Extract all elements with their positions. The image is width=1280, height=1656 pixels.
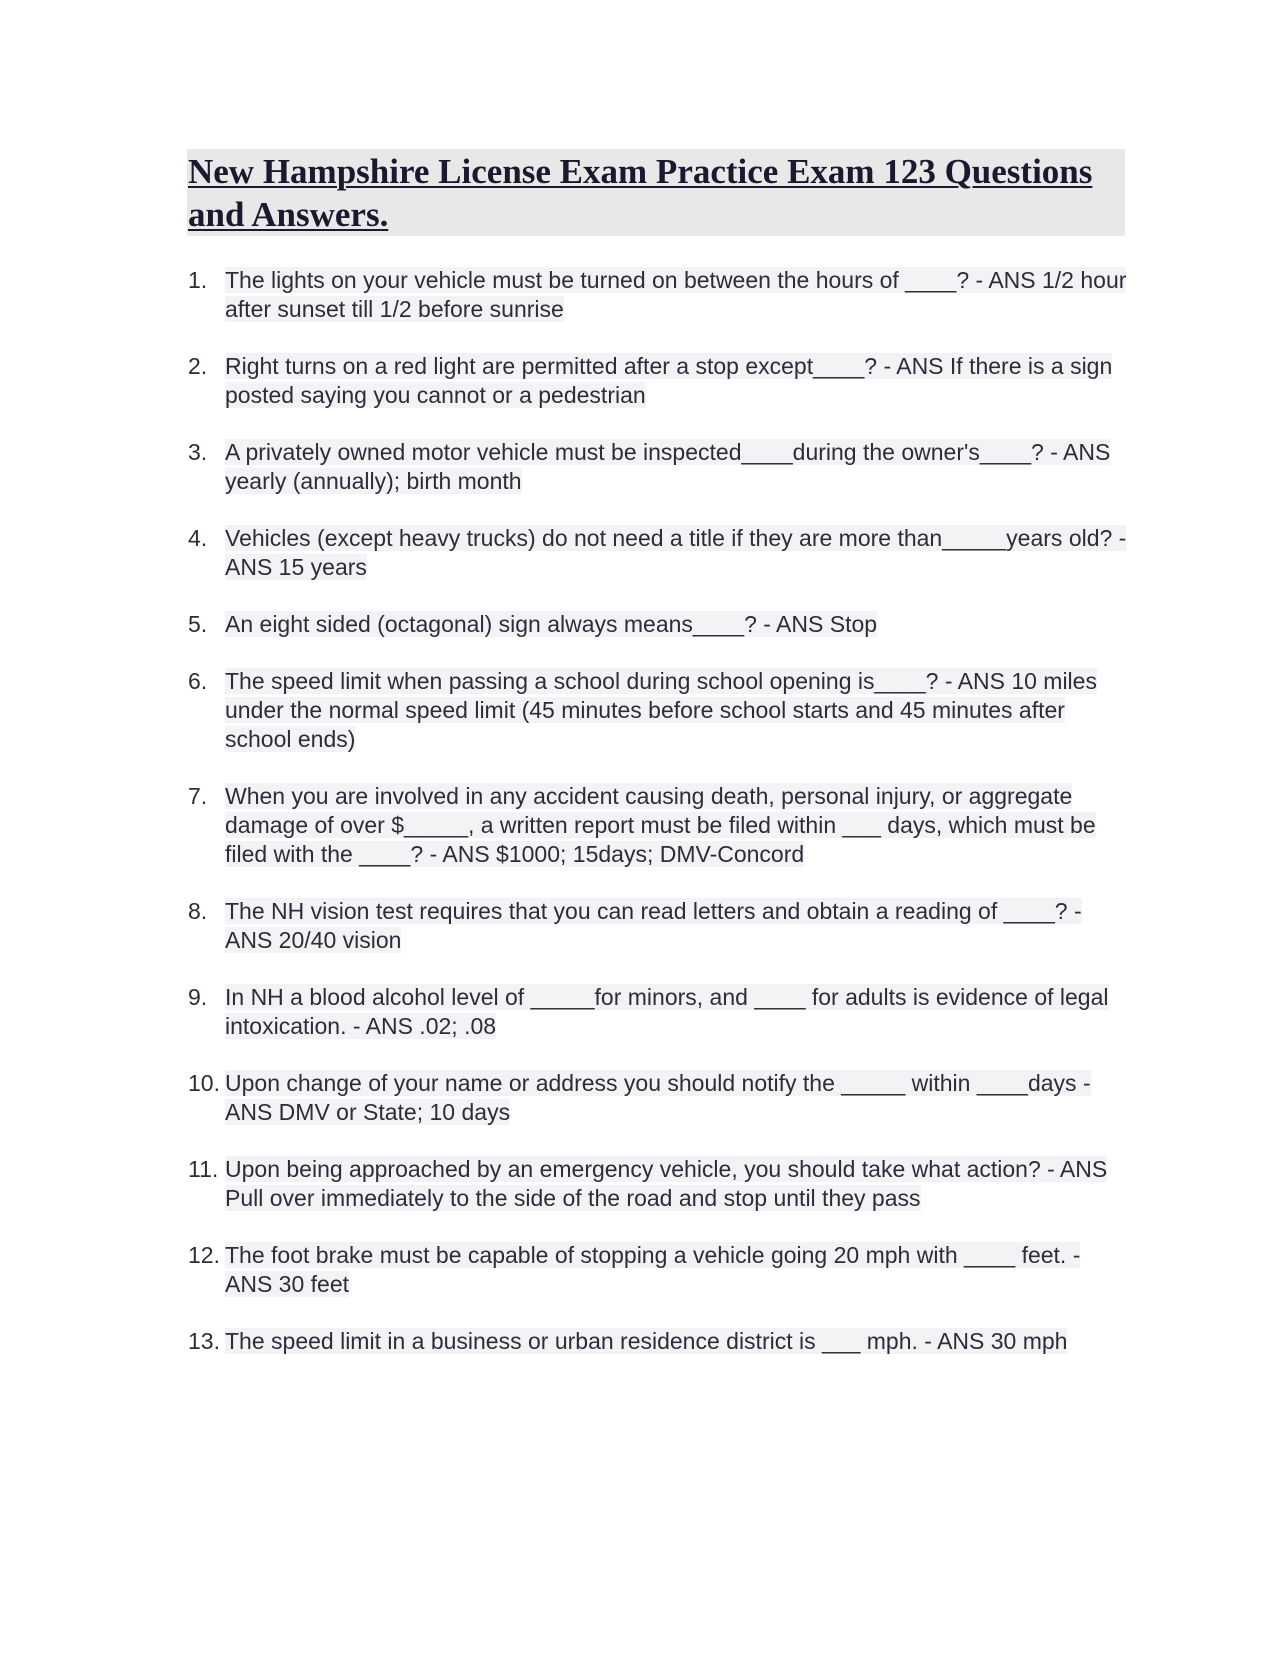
item-number: 7. xyxy=(188,783,208,809)
item-text: An eight sided (octagonal) sign always means____? - ANS Stop xyxy=(225,611,878,637)
list-item xyxy=(188,352,1128,410)
list-item xyxy=(188,1069,1128,1127)
list-item xyxy=(188,524,1128,582)
item-text: The speed limit in a business or urban residence district is ___ mph. - ANS 30 mph xyxy=(225,1328,1068,1354)
list-item xyxy=(188,1327,1128,1356)
list-item xyxy=(188,782,1128,869)
item-text: The lights on your vehicle must be turned on between the hours of ____? - ANS 1/2 hour after sunset till 1/2 before sunrise xyxy=(225,267,1127,322)
item-number: 3. xyxy=(188,439,208,465)
item-text: Right turns on a red light are permitted after a stop except____? - ANS If there is a sign posted saying you cannot or a pedestrian xyxy=(225,353,1113,408)
item-number: 2. xyxy=(188,353,208,379)
item-number: 11. xyxy=(188,1156,219,1182)
list-item xyxy=(188,438,1128,496)
item-text: In NH a blood alcohol level of _____for minors, and ____ for adults is evidence of legal intoxication. - ANS .02; .08 xyxy=(225,984,1109,1039)
item-number: 13. xyxy=(188,1328,220,1354)
item-text: The speed limit when passing a school during school opening is____? - ANS 10 miles under the normal speed limit (45 minutes before school starts and 45 minutes after school ends) xyxy=(225,668,1097,752)
item-number: 8. xyxy=(188,898,208,924)
item-text: Upon being approached by an emergency vehicle, you should take what action? - ANS Pull over immediately to the side of the road and stop until they pass xyxy=(225,1156,1108,1211)
list-item xyxy=(188,1155,1128,1213)
question-list xyxy=(188,266,1128,1384)
list-item xyxy=(188,667,1128,754)
item-number: 12. xyxy=(188,1242,220,1268)
item-text: Upon change of your name or address you should notify the _____ within ____days - ANS DMV or State; 10 days xyxy=(225,1070,1091,1125)
list-item xyxy=(188,610,1128,639)
item-number: 1. xyxy=(188,267,208,293)
item-text: A privately owned motor vehicle must be inspected____during the owner's____? - ANS yearly (annually); birth month xyxy=(225,439,1111,494)
item-text: When you are involved in any accident causing death, personal injury, or aggregate damage of over $_____, a written report must be filed within ___ days, which must be filed with the ____? - ANS $1000; 15days; DMV-Concord xyxy=(225,783,1096,867)
list-item xyxy=(188,266,1128,324)
item-text: The NH vision test requires that you can read letters and obtain a reading of ____? - ANS 20/40 vision xyxy=(225,898,1082,953)
document-title: New Hampshire License Exam Practice Exam 123 Questions and Answers. xyxy=(188,152,1093,234)
list-item xyxy=(188,983,1128,1041)
item-number: 4. xyxy=(188,525,208,551)
item-number: 10. xyxy=(188,1070,220,1096)
item-text: The foot brake must be capable of stopping a vehicle going 20 mph with ____ feet. - ANS 30 feet xyxy=(225,1242,1081,1297)
item-number: 5. xyxy=(188,611,208,637)
item-text: Vehicles (except heavy trucks) do not need a title if they are more than_____years old? - ANS 15 years xyxy=(225,525,1127,580)
list-item xyxy=(188,897,1128,955)
item-number: 6. xyxy=(188,668,208,694)
list-item xyxy=(188,1241,1128,1299)
item-number: 9. xyxy=(188,984,208,1010)
